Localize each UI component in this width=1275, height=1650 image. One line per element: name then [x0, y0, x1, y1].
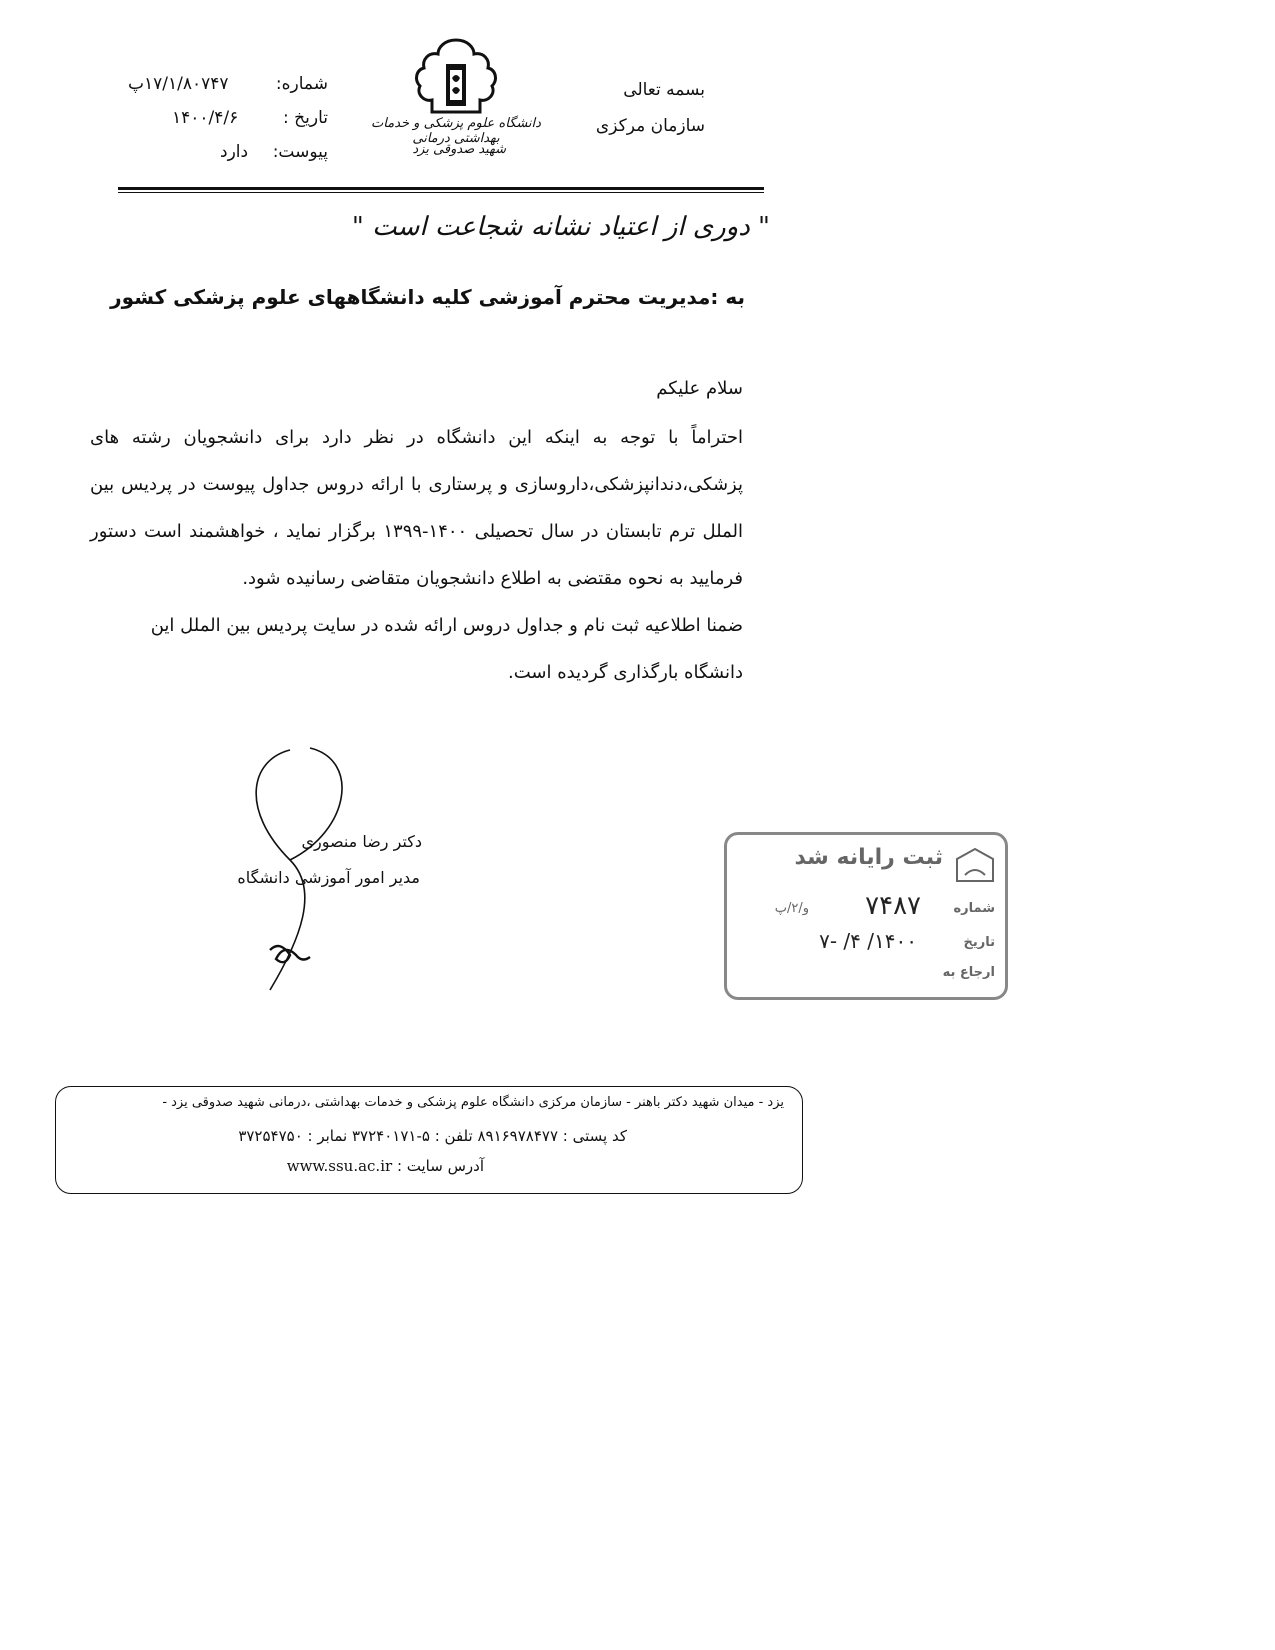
registration-stamp: [724, 832, 1008, 1000]
footer-box: [55, 1086, 803, 1194]
greeting: سلام علیکم: [656, 378, 743, 399]
stamp-number-label: شماره: [953, 901, 995, 916]
header-divider-thin: [118, 192, 764, 193]
stamp-title: ثبت رایانه شد: [794, 845, 943, 870]
letter-body: [90, 414, 743, 696]
meta-number-value: ۱۷/۱/۸۰۷۴۷پ: [128, 74, 229, 94]
university-logo: [366, 34, 546, 174]
footer-website-label: آدرس سایت :: [396, 1157, 484, 1175]
meta-date-value: ۱۴۰۰/۴/۶: [172, 108, 239, 128]
motto: " دوری از اعتیاد نشانه شجاعت است ": [351, 212, 770, 242]
body-paragraph-1: احتراماً با توجه به اینکه این دانشگاه در نظر دارد برای دانشجویان رشته های پزشکی،دندانپزشکی،داروسازی و پرستاری با ارائه دروس جداول پیوست در پردیس بین الملل ترم تابستان در سال تحصیلی ۱۴۰۰-۱۳۹۹ برگزار نماید ، خواهشمند است دستور فرمایید به نحوه مقتضی به اطلاع دانشجویان متقاضی رسانیده شود.: [90, 427, 743, 589]
footer-contact: کد پستی : ۸۹۱۶۹۷۸۴۷۷ تلفن : ۵-۳۷۲۴۰۱۷۱ نمابر : ۳۷۲۵۴۷۵۰: [238, 1127, 627, 1145]
footer-website-row: [287, 1157, 484, 1175]
stamp-number-suffix: و/۲/پ: [774, 901, 809, 916]
stamp-date-value: ۱۴۰۰/ ۴/ -۷: [819, 929, 917, 953]
logo-text-line1: دانشگاه علوم پزشکی و خدمات بهداشتی درمانی: [371, 116, 541, 146]
footer-website[interactable]: www.ssu.ac.ir: [286, 1157, 393, 1175]
stamp-referral-label: ارجاع به: [942, 965, 995, 980]
signature-name: دکتر رضا منصوری: [301, 832, 422, 851]
meta-date: تاریخ : ۱۴۰۰/۴/۶: [172, 108, 328, 128]
stamp-date-label: تاریخ: [963, 935, 995, 950]
body-paragraph-2: ضمنا اطلاعیه ثبت نام و جداول دروس ارائه شده در سایت پردیس بین الملل این دانشگاه بارگذاری گردیده است.: [150, 615, 743, 683]
logo-text-line2: شهید صدوقی یزد: [412, 142, 506, 157]
signature-title: مدیر امور آموزشی دانشگاه: [237, 868, 420, 887]
meta-attachment-value: دارد: [220, 142, 249, 162]
meta-number: شماره: ۱۷/۱/۸۰۷۴۷پ: [128, 74, 328, 94]
addressee: به :مدیریت محترم آموزشی کلیه دانشگاههای علوم پزشکی کشور: [110, 285, 745, 309]
stamp-number-value: ۷۴۸۷: [865, 891, 921, 921]
header-divider: [118, 187, 764, 190]
meta-attachment: پیوست: دارد: [220, 142, 328, 162]
header-department: سازمان مرکزی: [595, 116, 705, 136]
header-invocation: بسمه تعالی: [623, 80, 705, 100]
footer-address: یزد - میدان شهید دکتر باهنر - سازمان مرکزی دانشگاه علوم پزشکی و خدمات بهداشتی ،درمانی شهید صدوقی یزد -: [162, 1095, 784, 1110]
stamp-emblem-icon: [953, 845, 997, 885]
